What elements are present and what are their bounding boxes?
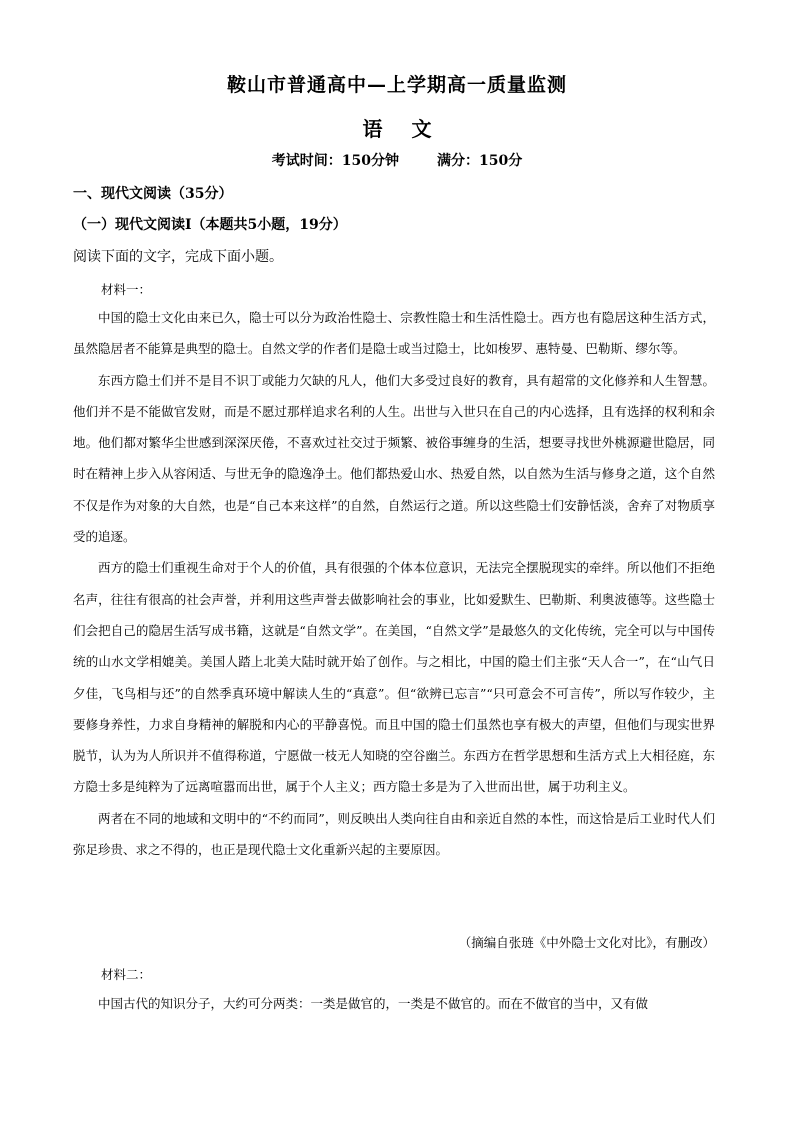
subsection-heading: （一）现代文阅读Ⅰ（本题共5小题，19分） (73, 217, 347, 233)
material-two-body (73, 988, 715, 1019)
paragraph: 中国的隐士文化由来已久，隐士可以分为政治性隐士、宗教性隐士和生活性隐士。西方也有隐居这种生活方式，虽然隐居者不能算是典型的隐士。自然文学的作者们是隐士或当过隐士，比如梭罗、惠特曼、巴勒斯、缪尔等。 (73, 310, 715, 357)
section-heading: 一、现代文阅读（35分） (73, 186, 233, 202)
source-citation: （摘编自张琏《中外隐士文化对比》，有删改） (458, 935, 715, 950)
exam-info (0, 150, 794, 170)
paragraph: 中国古代的知识分子，大约可分两类：一类是做官的，一类是不做官的。而在不做官的当中，又有做 (98, 996, 649, 1011)
exam-time: 考试时间：150分钟 (271, 153, 399, 169)
subject-title: 语 文 (362, 117, 432, 141)
paragraph: 东西方隐士们并不是目不识丁或能力欠缺的凡人，他们大多受过良好的教育，具有超常的文化修养和人生智慧。他们并不是不能做官发财，而是不愿过那样追求名利的人生。出世与入世只在自己的内心选择，且有选择的权利和余地。他们都对繁华尘世感到深深厌倦，不喜欢过社交过于频繁、被俗事缠身的生活，想要寻找世外桃源避世隐居，同时在精神上步入从容闲适、与世无争的隐逸净土。他们都热爱山水、热爱自然，以自然为生活与修身之道，这个自然不仅是作为对象的大自然，也是“自己本来这样”的自然，自然运行之道。所以这些隐士们安静恬淡，舍弃了对物质享受的追逐。 (73, 372, 715, 545)
paragraph: 西方的隐士们重视生命对于个人的价值，具有很强的个体本位意识，无法完全摆脱现实的牵绊。所以他们不拒绝名声，往往有很高的社会声誉，并利用这些声誉去做影响社会的事业，比如爱默生、巴勒斯、利奥波德等。这些隐士们会把自己的隐居生活写成书籍，这就是“自然文学”。在美国，“自然文学”是最悠久的文化传统，完全可以与中国传统的山水文学相媲美。美国人踏上北美大陆时就开始了创作。与之相比，中国的隐士们主张“天人合一”，在“山气日夕佳，飞鸟相与还”的自然季真环境中解读人生的“真意”。但“欲辨已忘言”“只可意会不可言传”，所以写作较少，主要修身养性，力求自身精神的解脱和内心的平静喜悦。而且中国的隐士们虽然也享有极大的声望，但他们与现实世界脱节，认为为人所识并不值得称道，宁愿做一枝无人知晓的空谷幽兰。东西方在哲学思想和生活方式上大相径庭，东方隐士多是纯粹为了远离喧嚣而出世，属于个人主义；西方隐士多是为了入世而出世，属于功利主义。 (73, 560, 715, 795)
material-one-label: 材料一： (101, 282, 152, 297)
exam-score: 满分：150分 (437, 153, 523, 169)
paragraph: 两者在不同的地域和文明中的“不约而同”，则反映出人类向往自由和亲近自然的本性，而这恰是后工业时代人们弥足珍贵、求之不得的，也正是现代隐士文化重新兴起的主要原因。 (73, 810, 715, 858)
page-title: 鞍山市普通高中—上学期高一质量监测 (226, 74, 567, 96)
reading-instruction: 阅读下面的文字，完成下面小题。 (73, 249, 283, 265)
material-two-label: 材料二： (101, 967, 152, 982)
material-one-body (73, 302, 715, 865)
